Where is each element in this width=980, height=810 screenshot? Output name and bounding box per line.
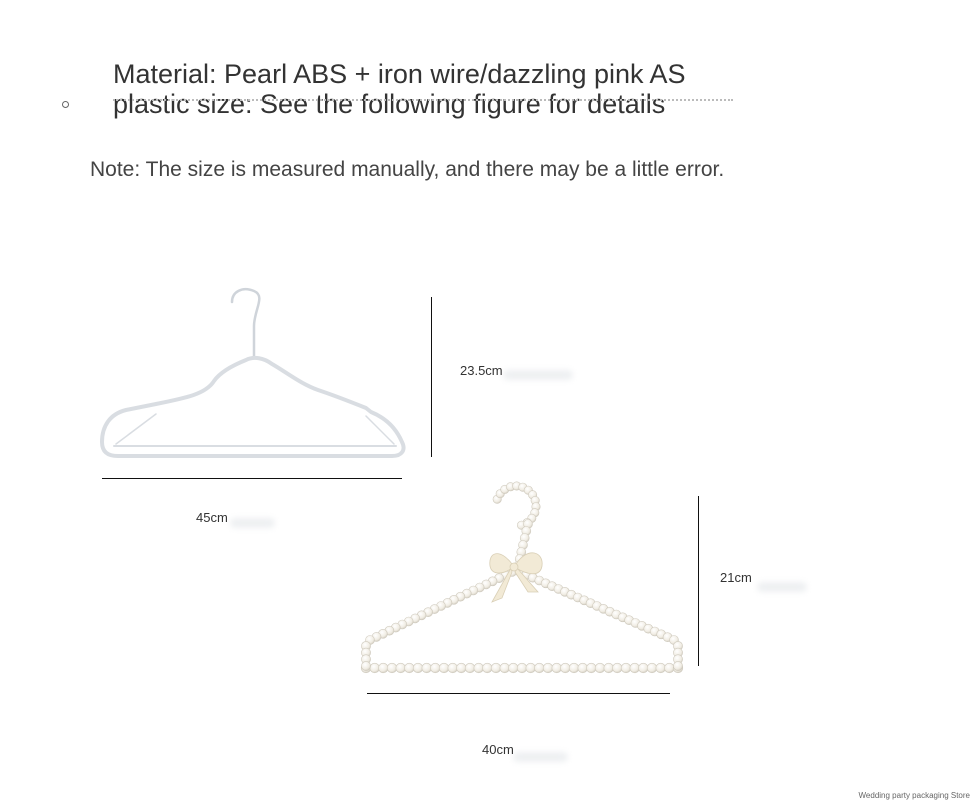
pearl-bead xyxy=(509,663,519,673)
pearl-width-label-shadow xyxy=(513,752,568,762)
clear-height-dimension-line xyxy=(431,297,432,457)
pearl-width-dimension-line xyxy=(367,693,670,694)
clear-height-label-shadow xyxy=(503,370,573,380)
pearl-bead xyxy=(517,663,527,673)
pearl-bead xyxy=(535,663,545,673)
pearl-bead xyxy=(595,663,605,673)
pearl-bead xyxy=(639,663,649,673)
measurement-note: Note: The size is measured manually, and there may be a little error. xyxy=(90,158,725,181)
pearl-bead xyxy=(569,663,579,673)
pearl-bead xyxy=(405,663,415,673)
pearl-bead xyxy=(448,663,458,673)
pearl-height-dimension-line xyxy=(698,496,699,666)
pearl-width-label: 40cm xyxy=(482,742,514,757)
pearl-bead xyxy=(379,663,389,673)
pearl-bead xyxy=(387,663,397,673)
pearl-bead xyxy=(552,663,562,673)
pearl-bead xyxy=(413,663,423,673)
store-name: Wedding party packaging Store xyxy=(858,791,970,800)
pearl-bead xyxy=(483,663,493,673)
bullet-icon xyxy=(62,101,69,108)
pearl-bead xyxy=(491,663,501,673)
clear-hanger-image xyxy=(96,286,416,466)
dotted-divider xyxy=(113,99,733,101)
pearl-bead xyxy=(543,663,553,673)
pearl-bead xyxy=(665,663,675,673)
pearl-bead xyxy=(361,661,370,670)
pearl-bead xyxy=(396,663,406,673)
material-description xyxy=(113,59,753,119)
pearl-bead xyxy=(647,663,657,673)
pearl-bead xyxy=(587,663,597,673)
pearl-bead xyxy=(465,663,475,673)
clear-width-label-shadow xyxy=(230,518,275,528)
pearl-bead xyxy=(439,663,449,673)
pearl-bead xyxy=(422,663,432,673)
pearl-bead xyxy=(561,663,571,673)
pearl-bead xyxy=(457,663,467,673)
pearl-bead xyxy=(604,663,614,673)
pearl-bead xyxy=(613,663,623,673)
pearl-height-label: 21cm xyxy=(720,570,752,585)
pearl-bead xyxy=(673,661,682,670)
material-text: Material: Pearl ABS + iron wire/dazzling pink AS plastic size: See the following figure for details xyxy=(113,59,686,119)
pearl-bead xyxy=(370,663,380,673)
pearl-hanger-image xyxy=(352,480,692,680)
pearl-bead xyxy=(474,663,484,673)
pearl-bead xyxy=(578,663,588,673)
clear-width-label: 45cm xyxy=(196,510,228,525)
pearl-bead xyxy=(500,663,510,673)
clear-width-dimension-line xyxy=(102,478,402,479)
pearl-height-label-shadow xyxy=(757,582,807,592)
pearl-bead xyxy=(431,663,441,673)
pearl-bead xyxy=(656,663,666,673)
pearl-bead xyxy=(621,663,631,673)
pearl-bead xyxy=(630,663,640,673)
pearl-bead xyxy=(526,663,536,673)
clear-height-label: 23.5cm xyxy=(460,363,503,378)
